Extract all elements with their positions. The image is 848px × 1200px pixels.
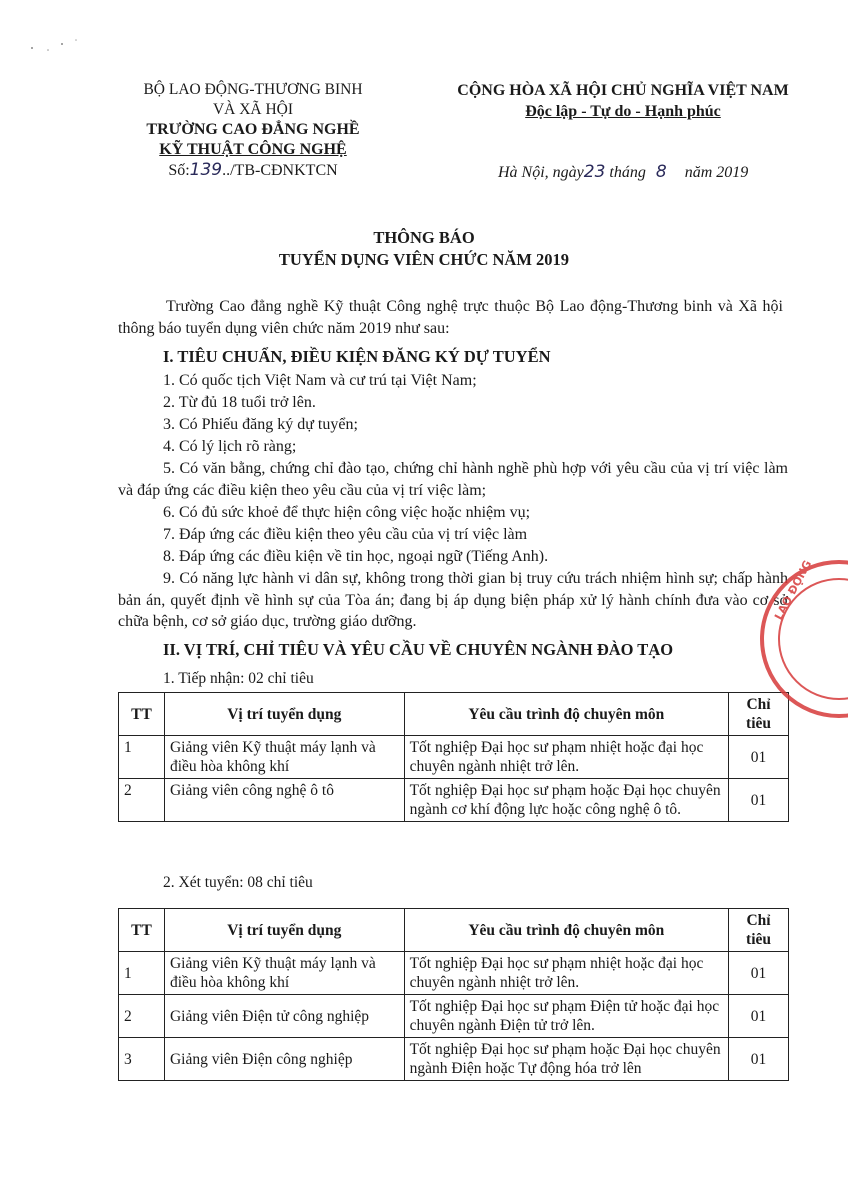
col-requirement: Yêu cầu trình độ chuyên môn <box>404 909 728 952</box>
handwritten-number: 139 <box>189 160 223 180</box>
criterion-2: 2. Từ đủ 18 tuổi trở lên. <box>163 394 316 411</box>
table-row: 3 Giảng viên Điện công nghiệp Tốt nghiệp Đại học sư phạm hoặc Đại học chuyên ngành Điện hoặc Tự động hóa trở lên 01 <box>119 1038 789 1081</box>
table-header-row <box>119 909 789 952</box>
sub2-label: 2. Xét tuyển: 08 chỉ tiêu <box>163 874 313 891</box>
handwritten-month: 8 <box>655 162 667 182</box>
document-date: Hà Nội, ngày23 tháng 8 năm 2019 <box>498 162 749 182</box>
criterion-1: 1. Có quốc tịch Việt Nam và cư trú tại Việt Nam; <box>163 372 477 389</box>
criterion-9: 9. Có năng lực hành vi dân sự, không trong thời gian bị truy cứu trách nhiệm hình sự; chấp hành bản án, quyết định về hình sự của Tòa án; đang bị áp dụng biện pháp xử lý hành chính đưa vào cơ sở chữa bệnh, cơ sở giáo dục, trường giáo dưỡng. <box>118 570 788 630</box>
criterion-6: 6. Có đủ sức khoẻ để thực hiện công việc hoặc nhiệm vụ; <box>163 504 531 521</box>
school-line1: TRƯỜNG CAO ĐẲNG NGHỀ <box>146 121 360 138</box>
criterion-4: 4. Có lý lịch rõ ràng; <box>163 438 297 455</box>
table-row: 1 Giảng viên Kỹ thuật máy lạnh và điều hòa không khí Tốt nghiệp Đại học sư phạm nhiệt hoặc đại học chuyên ngành nhiệt trở lên. 01 <box>119 736 789 779</box>
handwritten-day: 23 <box>583 162 606 182</box>
col-tt: TT <box>119 693 165 736</box>
criterion-3: 3. Có Phiếu đăng ký dự tuyển; <box>163 416 358 433</box>
scan-specks <box>28 36 88 56</box>
doc-subtitle: TUYỂN DỤNG VIÊN CHỨC NĂM 2019 <box>278 250 570 269</box>
school-line2: KỸ THUẬT CÔNG NGHỆ <box>159 141 347 158</box>
table-row: 2 Giảng viên công nghệ ô tô Tốt nghiệp Đại học sư phạm hoặc Đại học chuyên ngành cơ khí động lực hoặc công nghệ ô tô. 01 <box>119 779 789 822</box>
criterion-8: 8. Đáp ứng các điều kiện về tin học, ngoại ngữ (Tiếng Anh). <box>163 548 549 565</box>
section2-heading: II. VỊ TRÍ, CHỈ TIÊU VÀ YÊU CẦU VỀ CHUYÊN NGÀNH ĐÀO TẠO <box>163 640 674 659</box>
table-reception <box>118 692 789 822</box>
intro-paragraph: Trường Cao đẳng nghề Kỹ thuật Công nghệ trực thuộc Bộ Lao động-Thương binh và Xã hội thông báo tuyển dụng viên chức năm 2019 như sau: <box>118 298 783 337</box>
col-quota: Chỉ tiêu <box>729 909 789 952</box>
table-row: 1 Giảng viên Kỹ thuật máy lạnh và điều hòa không khí Tốt nghiệp Đại học sư phạm nhiệt hoặc đại học chuyên ngành nhiệt trở lên. 01 <box>119 952 789 995</box>
section1-heading: I. TIÊU CHUẨN, ĐIỀU KIỆN ĐĂNG KÝ DỰ TUYỂN <box>163 347 551 366</box>
stamp-text: LAO ĐỘNG <box>772 558 815 623</box>
nation-motto: Độc lập - Tự do - Hạnh phúc <box>525 103 721 120</box>
issuer-block <box>108 80 398 181</box>
ministry-line1: BỘ LAO ĐỘNG-THƯƠNG BINH <box>143 81 363 98</box>
col-requirement: Yêu cầu trình độ chuyên môn <box>404 693 728 736</box>
document-number: Số:139../TB-CĐNKTCN <box>168 160 338 180</box>
doc-title: THÔNG BÁO <box>373 228 475 247</box>
col-position: Vị trí tuyển dụng <box>164 909 404 952</box>
col-position: Vị trí tuyển dụng <box>164 693 404 736</box>
criterion-5: 5. Có văn bằng, chứng chỉ đào tạo, chứng chỉ hành nghề phù hợp với yêu cầu của vị trí việc làm và đáp ứng các điều kiện theo yêu cầu của vị trí việc làm; <box>118 460 788 499</box>
table-selection <box>118 908 789 1081</box>
col-quota: Chỉ tiêu <box>729 693 789 736</box>
nation-name: CỘNG HÒA XÃ HỘI CHỦ NGHĨA VIỆT NAM <box>457 82 789 99</box>
table-row: 2 Giảng viên Điện tử công nghiệp Tốt nghiệp Đại học sư phạm Điện tử hoặc đại học chuyên ngành Điện tử trở lên. 01 <box>119 995 789 1038</box>
criterion-7: 7. Đáp ứng các điều kiện theo yêu cầu của vị trí việc làm <box>163 526 528 543</box>
col-tt: TT <box>119 909 165 952</box>
table-header-row <box>119 693 789 736</box>
nation-block <box>418 80 828 122</box>
sub1-label: 1. Tiếp nhận: 02 chỉ tiêu <box>163 670 314 687</box>
ministry-line2: VÀ XÃ HỘI <box>212 101 294 118</box>
